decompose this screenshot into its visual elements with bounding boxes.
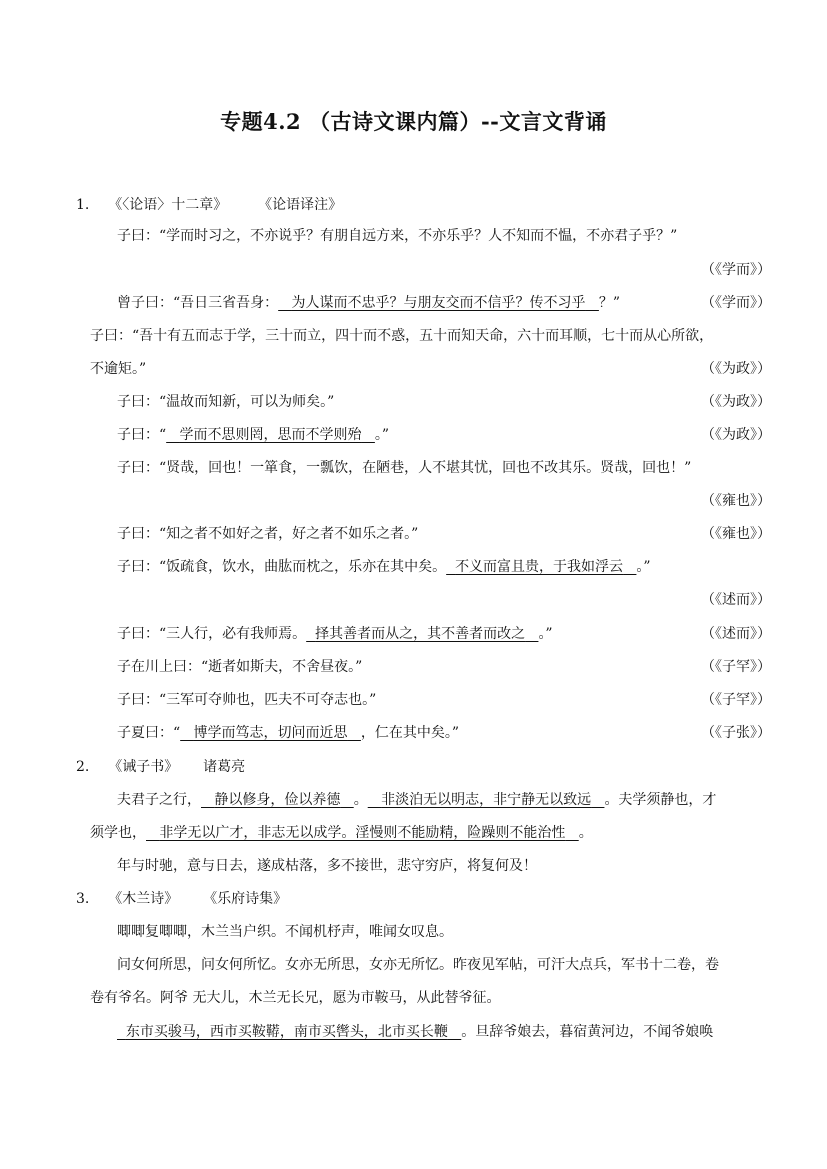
section-source-book: 《论语译注》 <box>258 197 343 213</box>
chapter-citation: （《雍也》） <box>701 526 771 542</box>
chapter-citation: （《学而》） <box>701 295 771 311</box>
verse-line <box>117 425 389 445</box>
chapter-citation: （《为政》） <box>701 361 771 377</box>
verse-text: 子曰：“ <box>117 427 167 443</box>
section-number: 3. <box>76 891 90 907</box>
verse-line: 子曰：“吾十有五而志于学，三十而立，四十而不惑，五十而知天命，六十而耳顺，七十而从心所欲， <box>90 328 714 344</box>
chapter-citation: （《为政》） <box>701 394 771 410</box>
chapter-citation: （《为政》） <box>701 427 771 443</box>
prose-text: 。 <box>353 792 368 808</box>
verse-line <box>117 624 553 644</box>
prose-text: 夫君子之行， <box>117 792 201 808</box>
chapter-citation: （《述而》） <box>701 626 771 642</box>
verse-text: 子曰：“三人行，必有我师焉。 <box>117 626 307 642</box>
section-heading <box>76 889 287 909</box>
section-heading <box>76 757 245 777</box>
chapter-citation: （《述而》） <box>701 592 771 608</box>
verse-text: 曾子曰：“吾日三省吾身： <box>117 295 279 311</box>
prose-line <box>117 790 716 810</box>
chapter-citation: （《学而》） <box>701 262 771 278</box>
fill-in-answer: 东市买骏马，西市买鞍鞯，南市买辔头，北市买长鞭 <box>125 1024 448 1040</box>
prose-line: 卷有爷名。阿爷 无大儿，木兰无长兄，愿为市鞍马，从此替爷征。 <box>90 990 501 1006</box>
verse-line <box>117 723 459 743</box>
verse-text: 。” <box>538 626 553 642</box>
fill-in-answer: 择其善者而从之，其不善者而改之 <box>315 626 526 642</box>
verse-line: 子在川上曰：“逝者如斯夫，不舍昼夜。” <box>117 659 363 675</box>
verse-line: 子曰：“三军可夺帅也，匹夫不可夺志也。” <box>117 692 377 708</box>
section-author: 诸葛亮 <box>203 759 246 775</box>
section-number: 2. <box>76 759 90 775</box>
verse-text: 子夏曰：“ <box>117 725 181 741</box>
prose-line: 问女何所思，问女何所忆。女亦无所思，女亦无所忆。昨夜见军帖，可汗大点兵，军书十二卷，卷 <box>117 957 719 973</box>
prose-line <box>117 1022 713 1042</box>
prose-text: 。夫学须静也，才 <box>604 792 717 808</box>
section-work-title: 《诫子书》 <box>108 759 179 775</box>
fill-in-answer: 非淡泊无以明志，非宁静无以致远 <box>381 792 592 808</box>
fill-in-answer: 不义而富且贵，于我如浮云 <box>455 559 624 575</box>
fill-in-answer: 学而不思则罔，思而不学则殆 <box>179 427 362 443</box>
section-heading <box>76 195 342 215</box>
section-work-title: 《〈论语〉十二章》 <box>108 197 228 213</box>
verse-text: 。” <box>636 559 651 575</box>
section-number: 1. <box>76 197 90 213</box>
verse-line <box>117 557 651 577</box>
prose-line: 年与时驰，意与日去，遂成枯落，多不接世，悲守穷庐，将复何及！ <box>117 858 537 874</box>
prose-line <box>90 823 593 843</box>
page-title: 专题4.2 （古诗文课内篇）--文言文背诵 <box>220 109 607 134</box>
verse-line: 子曰：“温故而知新，可以为师矣。” <box>117 394 335 410</box>
fill-in-answer: 静以修身，俭以养德 <box>214 792 341 808</box>
verse-text: ？” <box>598 295 621 311</box>
chapter-citation: （《子罕》） <box>701 659 771 675</box>
chapter-citation: （《子罕》） <box>701 692 771 708</box>
verse-line: 子曰：“贤哉，回也！一箪食，一瓢饮，在陋巷，人不堪其忧，回也不改其乐。贤哉，回也！” <box>117 460 692 476</box>
prose-text: 。旦辞爷娘去，暮宿黄河边，不闻爷娘唤 <box>461 1024 714 1040</box>
verse-line: 不逾矩。” <box>90 361 147 377</box>
chapter-citation: （《雍也》） <box>701 493 771 509</box>
fill-in-answer: 非学无以广才，非志无以成学。淫慢则不能励精，险躁则不能治性 <box>159 825 566 841</box>
verse-text: 。” <box>374 427 390 443</box>
verse-line: 子曰：“知之者不如好之者，好之者不如乐之者。” <box>117 526 419 542</box>
verse-line: 子曰：“学而时习之，不亦说乎？有朋自远方来，不亦乐乎？人不知而不愠，不亦君子乎？” <box>117 228 678 244</box>
section-source-book: 《乐府诗集》 <box>203 891 288 907</box>
verse-text: 子曰：“饭疏食，饮水，曲肱而枕之，乐亦在其中矣。 <box>117 559 447 575</box>
prose-line: 唧唧复唧唧，木兰当户织。不闻机杼声，唯闻女叹息。 <box>117 924 453 940</box>
prose-text: 须学也， <box>90 825 146 841</box>
fill-in-answer: 为人谋而不忠乎？与朋友交而不信乎？传不习乎 <box>291 295 586 311</box>
verse-line <box>117 293 620 313</box>
section-work-title: 《木兰诗》 <box>108 891 179 907</box>
verse-text: ，仁在其中矣。” <box>360 725 460 741</box>
prose-text: 。 <box>578 825 593 841</box>
fill-in-answer: 博学而笃志，切问而近思 <box>193 725 348 741</box>
chapter-citation: （《子张》） <box>701 725 771 741</box>
